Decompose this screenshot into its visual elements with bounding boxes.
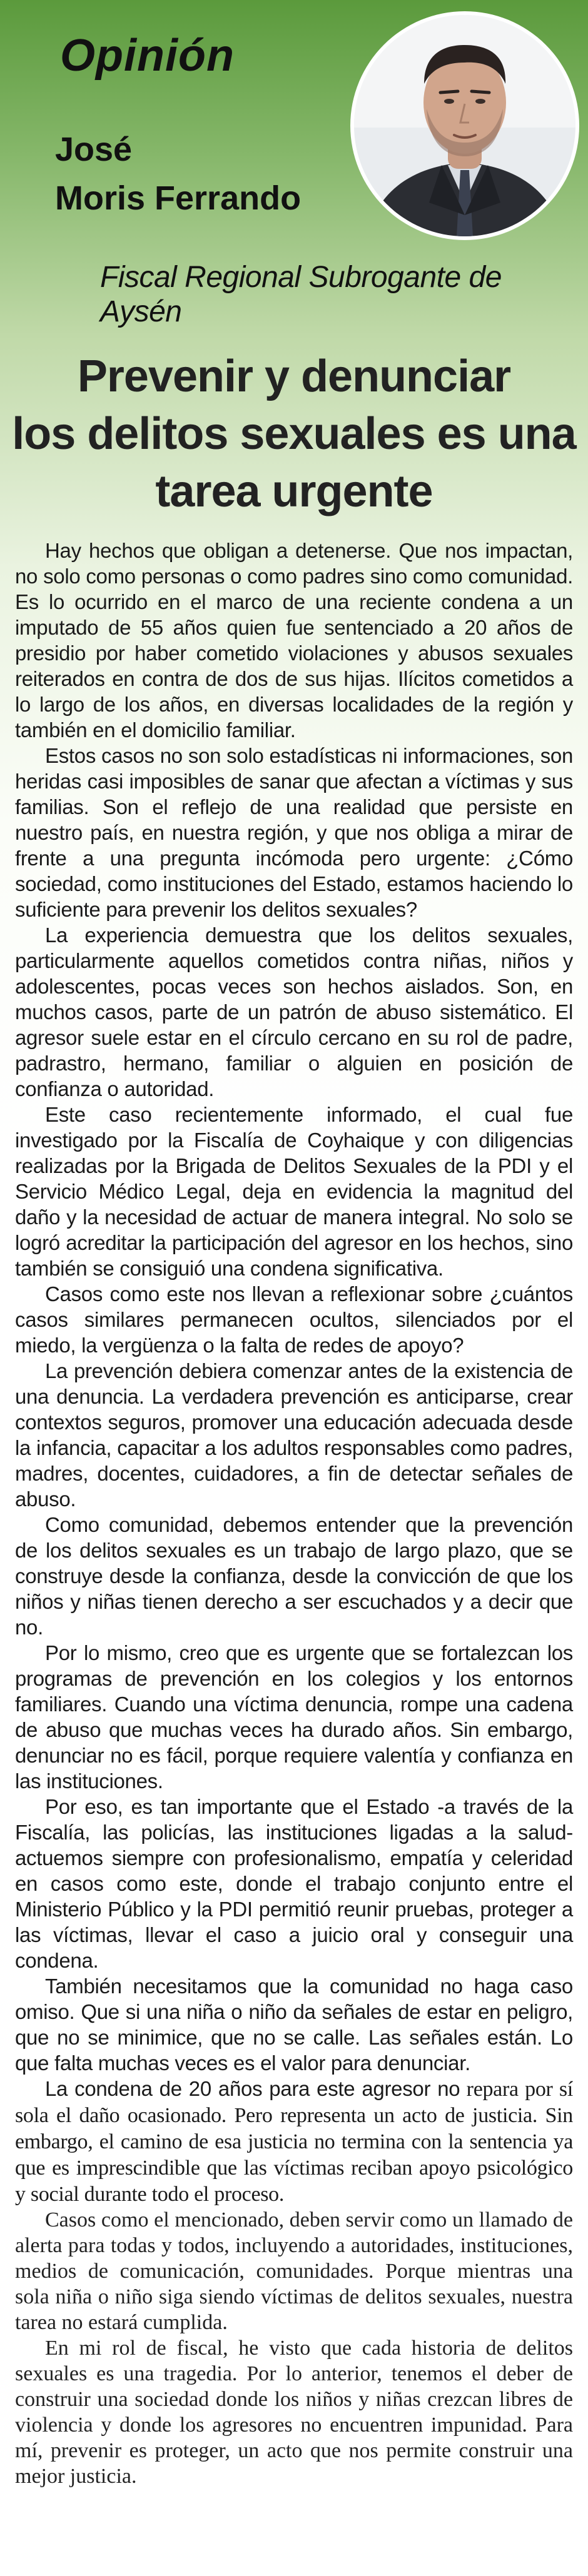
body-paragraph-mixed [15, 2076, 573, 2207]
headline-line: los delitos sexuales es una [12, 409, 576, 459]
body-paragraph: Este caso recientemente informado, el cual fue investigado por la Fiscalía de Coyhaique y con diligencias realizadas por la Brigada de Delitos Sexuales de la PDI y el Servicio Médico Legal, deja en evidencia la magnitud del daño y la necesidad de actuar de manera integral. No solo se logró acreditar la participación del agresor en los hechos, sino también se consiguió una condena significativa. [15, 1103, 573, 1280]
author-photo [354, 15, 575, 236]
paragraph-sans-segment: La condena de 20 años para este agresor no [45, 2077, 460, 2100]
author-last-name: Moris Ferrando [55, 179, 302, 217]
article-body [15, 538, 573, 2489]
body-paragraph: Por eso, es tan importante que el Estado -a través de la Fiscalía, las policías, las instituciones ligadas a la salud- actuemos siempre con profesionalismo, empatía y celeridad en casos como este, donde el trabajo conjunto entre el Ministerio Público y la PDI permitió reunir pruebas, proteger a las víctimas, llevar el caso a juicio oral y conseguir una condena. [15, 1795, 573, 1972]
paragraph-serif-segment: repara por sí sola el daño ocasionado. Pero representa un acto de justicia. Sin embargo, el camino de esa justicia no termina con la sentencia ya que es imprescindible que las víctimas reciban apoyo psicológico y social durante todo el proceso. [15, 2078, 573, 2206]
author-role: Fiscal Regional Subrogante de Aysén [100, 261, 502, 328]
body-paragraph: Por lo mismo, creo que es urgente que se fortalezcan los programas de prevención en los colegios y los entornos familiares. Cuando una víctima denuncia, rompe una cadena de abuso que muchas veces ha durado años. Sin embargo, denunciar no es fácil, porque requiere valentía y confianza en las instituciones. [15, 1641, 573, 1793]
headline-line: Prevenir y denunciar [77, 351, 511, 401]
body-paragraph: La prevención debiera comenzar antes de la existencia de una denuncia. La verdadera prevención es anticiparse, crear contextos seguros, promover una educación adecuada desde la infancia, capacitar a los adultos responsables como padres, madres, docentes, cuidadores, a fin de detectar señales de abuso. [15, 1359, 573, 1511]
author-portrait-illustration [354, 15, 575, 236]
body-paragraph: Estos casos no son solo estadísticas ni informaciones, son heridas casi imposibles de sanar que afectan a víctimas y sus familias. Son el reflejo de una realidad que persiste en nuestro país, en nuestra región, y que nos obliga a mirar de frente a una pregunta incómoda pero urgente: ¿Cómo sociedad, como instituciones del Estado, estamos haciendo lo suficiente para prevenir los delitos sexuales? [15, 744, 573, 921]
headline-line: tarea urgente [155, 466, 433, 516]
body-paragraph: Hay hechos que obligan a detenerse. Que nos impactan, no solo como personas o como padres sino como comunidad. Es lo ocurrido en el marco de una reciente condena a un imputado de 55 años quien fue sentenciado a 20 años de presidio por haber cometido violaciones y abusos sexuales reiterados en contra de dos de sus hijas. Ilícitos cometidos a lo largo de los años, en diversas localidades de la región y también en el domicilio familiar. [15, 539, 573, 742]
body-paragraph: En mi rol de fiscal, he visto que cada historia de delitos sexuales es una tragedia. Por lo anterior, tenemos el deber de construir una sociedad donde los niños y niñas crezcan libres de violencia y donde los agresores no encuentren impunidad. Para mí, prevenir es proteger, un acto que nos permite construir una mejor justicia. [15, 2337, 573, 2488]
body-paragraph: Como comunidad, debemos entender que la prevención de los delitos sexuales es un trabajo de largo plazo, que se construye desde la confianza, desde la convicción de que los niños y niñas tienen derecho a ser escuchados y a decir que no. [15, 1513, 573, 1639]
body-paragraph: Casos como este nos llevan a reflexionar sobre ¿cuántos casos similares permanecen ocultos, silenciados por el miedo, la vergüenza o la falta de redes de apoyo? [15, 1282, 573, 1357]
body-paragraph: También necesitamos que la comunidad no haga caso omiso. Que si una niña o niño da señales de estar en peligro, que no se minimice, que no se calle. Las señales están. Lo que falta muchas veces es el valor para denunciar. [15, 1975, 573, 2075]
author-first-name: José [55, 131, 133, 168]
body-paragraph: Casos como el mencionado, deben servir como un llamado de alerta para todas y todos, incluyendo a autoridades, instituciones, medios de comunicación, comunidades. Porque mientras una sola niña o niño siga siendo víctimas de delitos sexuales, nuestra tarea no estará cumplida. [15, 2208, 573, 2334]
section-label: Opinión [60, 31, 235, 81]
body-paragraph: La experiencia demuestra que los delitos sexuales, particularmente aquellos cometidos contra niñas, niños y adolescentes, pocas veces son hechos aislados. Son, en muchos casos, parte de un patrón de abuso sistemático. El agresor suele estar en el círculo cercano en su rol de padre, padrastro, hermano, familiar o alguien en posición de confianza o autoridad. [15, 923, 573, 1100]
article-header [0, 0, 588, 328]
headline [0, 348, 588, 520]
